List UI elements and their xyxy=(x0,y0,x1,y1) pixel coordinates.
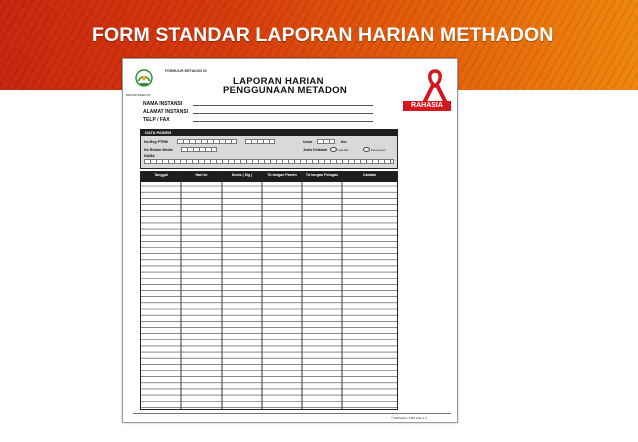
footer-note: © Methadon V.MV Flair 1.1 xyxy=(391,416,427,420)
col-catatan: Catatan xyxy=(362,173,377,177)
table-grid-lines xyxy=(141,172,397,409)
department-label: DEPARTEMEN RI xyxy=(126,93,151,97)
form-sheet xyxy=(122,58,458,423)
field-line-instansi xyxy=(193,105,373,106)
patient-data-header: DATA PASIEN xyxy=(141,130,397,136)
label-no-rekam: No Rekam Medis xyxy=(144,148,173,152)
col-td-pasien: Td tangan Pasien xyxy=(267,173,297,177)
label-jenis-kelamin: Jenis Kelamin xyxy=(303,148,328,152)
confidential-badge: RAHASIA xyxy=(403,101,451,111)
red-ribbon-icon xyxy=(422,69,448,103)
ministry-logo-icon xyxy=(133,69,155,89)
field-line-alamat xyxy=(193,113,373,114)
no-reg-boxes-2 xyxy=(245,139,275,144)
label-no-reg: No.Reg PTRM xyxy=(144,140,168,144)
label-umur: Umur xyxy=(303,140,313,144)
form-heading-line1: LAPORAN HARIAN xyxy=(233,76,324,87)
field-label-telp: TELP / FAX xyxy=(143,117,170,123)
gender-male-radio[interactable] xyxy=(330,147,337,152)
no-rekam-boxes xyxy=(181,147,217,152)
slide-title: FORM STANDAR LAPORAN HARIAN METHADON xyxy=(92,24,554,46)
footer-rule xyxy=(133,413,451,414)
patient-data-panel xyxy=(140,129,398,169)
label-nama: NAMA xyxy=(144,154,155,158)
field-label-alamat: ALAMAT INSTANSI xyxy=(143,109,189,115)
col-dosis: Dosis ( Mg ) xyxy=(231,173,253,177)
field-label-instansi: NAMA INSTANSI xyxy=(143,101,183,107)
label-laki: Laki-laki xyxy=(338,148,349,152)
label-thn: thn xyxy=(341,140,347,144)
col-tanggal: Tanggal xyxy=(154,173,168,177)
nama-boxes xyxy=(144,159,394,164)
form-heading-line2: PENGGUNAAN METADON xyxy=(223,85,347,96)
label-perempuan: Perempuan xyxy=(371,148,386,152)
umur-boxes xyxy=(317,139,335,144)
form-code: FORMULIR METADON 03 xyxy=(165,69,207,73)
col-td-petugas: Td tangan Petugas xyxy=(305,173,339,177)
no-reg-boxes xyxy=(177,139,237,144)
field-line-telp xyxy=(193,121,373,122)
gender-female-radio[interactable] xyxy=(363,147,370,152)
col-hari-ke: Hari ke xyxy=(195,173,208,177)
daily-log-table xyxy=(140,171,398,410)
